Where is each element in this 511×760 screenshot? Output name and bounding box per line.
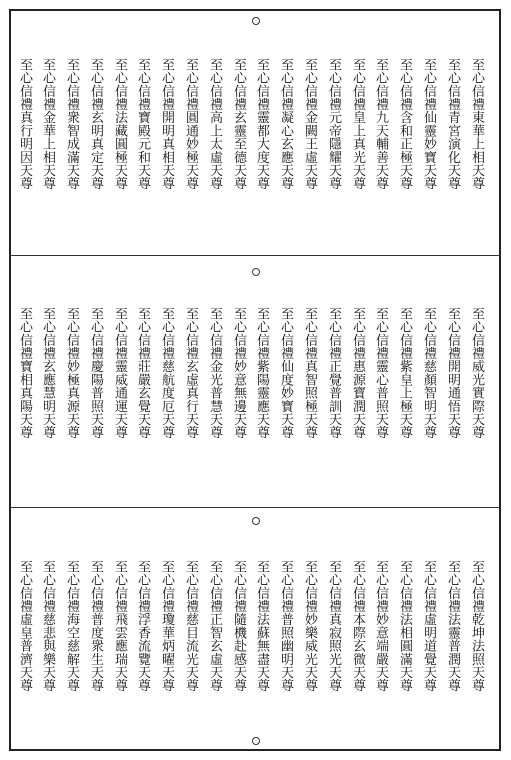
- invocation-line: 至心信禮普照幽明天尊: [278, 560, 293, 692]
- invocation-line: 至心信禮元帝隱耀天尊: [326, 58, 341, 190]
- invocation-line: 至心信禮玄虛真行天尊: [183, 307, 198, 439]
- invocation-line: 至心信禮含和正極天尊: [397, 58, 412, 190]
- invocation-line: 至心信禮慈顏智明天尊: [421, 307, 436, 439]
- invocation-line: 至心信禮寶相真陽天尊: [17, 307, 32, 439]
- invocation-line: 至心信禮玄明真定天尊: [88, 58, 103, 190]
- section-divider-1: [9, 255, 501, 256]
- invocation-line: 至心信禮仙靈妙寶天尊: [421, 58, 436, 190]
- invocation-line: 至心信禮真行明因天尊: [17, 58, 32, 190]
- invocation-line: 至心信禮乾坤法照天尊: [469, 560, 484, 692]
- invocation-line: 至心信禮法相圓滿天尊: [397, 560, 412, 692]
- invocation-line: 至心信禮虛皇普濟天尊: [17, 560, 32, 692]
- invocation-line: 至心信禮威光實際天尊: [469, 307, 484, 439]
- invocation-line: 至心信禮金闕王虛天尊: [302, 58, 317, 190]
- invocation-line: 至心信禮青宮演化天尊: [445, 58, 460, 190]
- invocation-line: 至心信禮皇上真光天尊: [350, 58, 365, 190]
- invocation-line: 至心信禮飛雲應瑞天尊: [112, 560, 127, 692]
- invocation-line: 至心信禮靈威通運天尊: [112, 307, 127, 439]
- binding-hole-3: [252, 517, 260, 525]
- invocation-line: 至心信禮虛明道覺天尊: [421, 560, 436, 692]
- invocation-line: 至心信禮玄應慧明天尊: [40, 307, 55, 439]
- invocation-line: 至心信禮浮香流覽天尊: [135, 560, 150, 692]
- invocation-line: 至心信禮正智玄虛天尊: [207, 560, 222, 692]
- section-divider-2: [9, 507, 501, 508]
- invocation-line: 至心信禮開明真相天尊: [159, 58, 174, 190]
- invocation-line: 至心信禮普度衆生天尊: [88, 560, 103, 692]
- invocation-line: 至心信禮慈目流光天尊: [183, 560, 198, 692]
- invocation-line: 至心信禮圓通妙極天尊: [183, 58, 198, 190]
- invocation-line: 至心信禮法蘇無盡天尊: [254, 560, 269, 692]
- invocation-line: 至心信禮慶陽普照天尊: [88, 307, 103, 439]
- invocation-line: 至心信禮高上太虛天尊: [207, 58, 222, 190]
- invocation-line: 至心信禮金華上相天尊: [40, 58, 55, 190]
- invocation-line: 至心信禮金光普慧天尊: [207, 307, 222, 439]
- invocation-line: 至心信禮慈悲與樂天尊: [40, 560, 55, 692]
- binding-hole-4: [252, 737, 260, 745]
- binding-hole-2: [252, 268, 260, 276]
- invocation-line: 至心信禮惠源寶潤天尊: [350, 307, 365, 439]
- invocation-line: 至心信禮寶殿元和天尊: [135, 58, 150, 190]
- invocation-line: 至心信禮慈航度厄天尊: [159, 307, 174, 439]
- invocation-line: 至心信禮妙極真源天尊: [64, 307, 79, 439]
- invocation-line: 至心信禮本際玄微天尊: [350, 560, 365, 692]
- invocation-line: 至心信禮靈心普照天尊: [373, 307, 388, 439]
- invocation-line: 至心信禮瓊華炳曜天尊: [159, 560, 174, 692]
- invocation-line: 至心信禮莊嚴玄覺天尊: [135, 307, 150, 439]
- invocation-line: 至心信禮妙意無邊天尊: [231, 307, 246, 439]
- invocation-line: 至心信禮妙樂威光天尊: [302, 560, 317, 692]
- invocation-line: 至心信禮隨機赴感天尊: [231, 560, 246, 692]
- invocation-line: 至心信禮妙意端嚴天尊: [373, 560, 388, 692]
- invocation-line: 至心信禮衆智成滿天尊: [64, 58, 79, 190]
- invocation-line: 至心信禮仙度妙寶天尊: [278, 307, 293, 439]
- invocation-line: 至心信禮海空慈解天尊: [64, 560, 79, 692]
- invocation-line: 至心信禮東華上相天尊: [469, 58, 484, 190]
- invocation-line: 至心信禮法藏圓極天尊: [112, 58, 127, 190]
- invocation-line: 至心信禮凝心玄應天尊: [278, 58, 293, 190]
- invocation-line: 至心信禮真智照極天尊: [302, 307, 317, 439]
- invocation-line: 至心信禮紫陽靈應天尊: [254, 307, 269, 439]
- invocation-line: 至心信禮真寂照光天尊: [326, 560, 341, 692]
- invocation-line: 至心信禮開明通悟天尊: [445, 307, 460, 439]
- invocation-line: 至心信禮法靈普潤天尊: [445, 560, 460, 692]
- invocation-line: 至心信禮正覺普訓天尊: [326, 307, 341, 439]
- invocation-line: 至心信禮靈都大度天尊: [254, 58, 269, 190]
- invocation-line: 至心信禮玄靈至德天尊: [231, 58, 246, 190]
- binding-hole-1: [252, 17, 260, 25]
- invocation-line: 至心信禮九天輔善天尊: [373, 58, 388, 190]
- invocation-line: 至心信禮紫皇上極天尊: [397, 307, 412, 439]
